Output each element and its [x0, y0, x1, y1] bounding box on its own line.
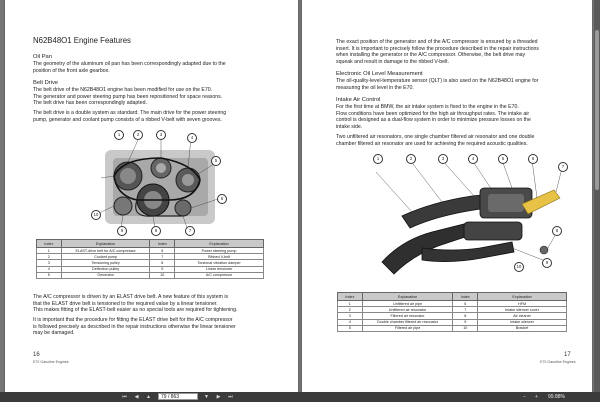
paragraph-line: The A/C compressor is driven by an ELAST drive belt. A new feature of this system is — [33, 294, 229, 300]
table-cell: 9 — [453, 319, 478, 325]
table-cell: 8 — [150, 260, 175, 266]
column-header: Explanation — [362, 293, 453, 301]
paragraph-line: The generator and power steering pump has been repositioned for space reasons. — [33, 93, 223, 100]
column-header: Index — [37, 240, 62, 248]
callout-8: 8 — [151, 226, 161, 236]
scrollbar-thumb[interactable] — [595, 30, 599, 190]
viewer-toolbar — [0, 392, 600, 402]
page-number-input[interactable]: 79 / 863 — [158, 393, 198, 400]
table-cell: A/C compressor — [175, 272, 264, 278]
page-title: N62B48O1 Engine Features — [33, 36, 131, 45]
callout-9: 9 — [542, 258, 552, 268]
paragraph-line: This makes fitting of the ELAST-belt easier as no special tools are required for tightening. — [33, 307, 238, 313]
table-cell: Intake silencer cover — [478, 307, 567, 313]
section-heading-oil-pan: Oil Pan — [33, 54, 53, 60]
table-cell: 7 — [150, 254, 175, 260]
table-cell: 8 — [453, 313, 478, 319]
table-cell: Ribbed V-belt — [175, 254, 264, 260]
paragraph-line: squeak and result in damage to the ribbed V-belt. — [336, 58, 450, 65]
table-cell: HFM — [478, 301, 567, 307]
callout-6: 6 — [528, 154, 538, 164]
table-cell: 4 — [37, 266, 62, 272]
table-cell: 3 — [37, 260, 62, 266]
callout-3: 3 — [156, 130, 166, 140]
paragraph-line: Flow conditions have been optimized for the high air throughput rates. The intake air — [336, 110, 530, 117]
zoom-in-icon[interactable]: + — [535, 394, 538, 400]
table-cell: 1 — [338, 301, 363, 307]
column-header: Explanation — [61, 240, 150, 248]
table-cell: Linear tensioner — [175, 266, 264, 272]
section-heading-oil-level: Electronic Oil Level Measurement — [336, 71, 423, 77]
callout-7: 7 — [558, 162, 568, 172]
callout-1: 1 — [373, 154, 383, 164]
table-cell: Air cleaner — [478, 313, 567, 319]
paragraph-line: The belt drive has been correspondingly adapted. — [33, 100, 147, 106]
table-cell: Tensioning pulley — [61, 260, 150, 266]
table-cell: Filtered air resonator — [362, 313, 453, 319]
page-up-icon[interactable]: ▲ — [146, 394, 151, 400]
table-cell: ELAST-drive belt for A/C compressor — [61, 248, 150, 254]
table-cell: Deflection pulley — [61, 266, 150, 272]
callout-5: 5 — [498, 154, 508, 164]
intake-index-table — [337, 292, 567, 332]
paragraph-line: when installing the generator or the A/C compressor. Otherwise, the belt drive may — [336, 52, 526, 58]
paragraph-line: chamber filtered air resonator are used for achieving the required acoustic qualities. — [336, 140, 528, 147]
table-cell: 10 — [150, 272, 175, 278]
section-heading-intake: Intake Air Control — [336, 97, 381, 103]
table-cell: Unfiltered air resonator — [362, 307, 453, 313]
paragraph-line: insert. It is important to precisely follow the procedure described in the repair instructions — [336, 45, 539, 52]
table-cell: Double chamber filtered air resonator — [362, 319, 453, 325]
paragraph-line: pump, generator and coolant pump consists of a ribbed V-belt with seven grooves. — [33, 116, 222, 123]
callout-7: 7 — [185, 226, 195, 236]
table-cell: Power steering pump — [175, 248, 264, 254]
paragraph-line: The geometry of the aluminum oil pan has been correspondingly adapted due to the — [33, 61, 226, 67]
callout-6: 6 — [217, 194, 227, 204]
column-header: Index — [453, 293, 478, 301]
table-cell: 10 — [453, 325, 478, 331]
table-row — [338, 325, 567, 331]
belt-drive-index-table — [36, 239, 264, 279]
table-cell: 4 — [338, 319, 363, 325]
paragraph-line: The oil-quality-level-temperature sensor (QLT) is also used on the N62B48O1 engine for — [336, 78, 539, 84]
page-number: 17 — [564, 352, 571, 358]
zoom-out-icon[interactable]: − — [523, 394, 526, 400]
paragraph-line: is followed precisely as described in the repair instructions otherwise the linear tensioner — [33, 323, 236, 330]
page-number: 16 — [33, 352, 40, 358]
paragraph-line: intake side. — [336, 123, 363, 130]
table-cell: 7 — [453, 307, 478, 313]
callout-9: 9 — [117, 226, 127, 236]
section-heading-belt-drive: Belt Drive — [33, 80, 59, 86]
table-cell: 5 — [37, 272, 62, 278]
callout-8: 8 — [552, 226, 562, 236]
page-17 — [302, 0, 592, 392]
table-cell: 6 — [150, 248, 175, 254]
page-down-icon[interactable]: ▼ — [204, 394, 209, 400]
page-footer: E70 Gasoline Engines — [33, 360, 69, 364]
paragraph-line: The belt drive of the N62B48O1 engine has been modified for use on the E70. — [33, 87, 213, 93]
intake-system-illustration — [362, 152, 572, 290]
zoom-level[interactable]: 99.88% — [548, 394, 565, 400]
paragraph-line: Two unfiltered air resonators, one single chamber filtered air resonator and one double — [336, 134, 535, 140]
callout-3: 3 — [438, 154, 448, 164]
table-cell: Generator — [61, 272, 150, 278]
column-header: Index — [150, 240, 175, 248]
column-header: Index — [338, 293, 363, 301]
table-cell: 6 — [453, 301, 478, 307]
table-header-row — [37, 240, 264, 248]
callout-10: 10 — [91, 210, 101, 220]
belt-drive-illustration — [83, 128, 233, 234]
callout-10: 10 — [514, 262, 524, 272]
column-header: Explanation — [478, 293, 567, 301]
callout-5: 5 — [211, 156, 221, 166]
next-page-icon[interactable]: ▶ — [216, 394, 221, 400]
table-cell: 3 — [338, 313, 363, 319]
paragraph-line: The belt drive is a double system as standard. The main drive for the power steering — [33, 110, 227, 116]
callout-4: 4 — [187, 133, 197, 143]
table-cell: Torsional vibration damper — [175, 260, 264, 266]
paragraph-line: position of the front axle gearbox. — [33, 67, 110, 74]
paragraph-line: control is designed as a dual-flow system in order to minimize pressure losses on the — [336, 117, 531, 123]
paragraph-line: It is important that the procedure for fitting the ELAST drive belt for the A/C compressor — [33, 317, 233, 323]
table-cell: Intake silencer — [478, 319, 567, 325]
paragraph-line: measuring the oil level in the E70. — [336, 84, 414, 91]
table-cell: Coolant pump — [61, 254, 150, 260]
last-page-icon[interactable]: ⏭ — [228, 394, 233, 400]
callout-2: 2 — [406, 154, 416, 164]
table-cell: Bracket — [478, 325, 567, 331]
page-16 — [5, 0, 298, 392]
vertical-scrollbar[interactable] — [594, 0, 600, 392]
previous-page-icon[interactable]: ◀ — [134, 394, 139, 400]
table-cell: Filtered air pipe — [362, 325, 453, 331]
callout-4: 4 — [468, 154, 478, 164]
first-page-icon[interactable]: ⏮ — [122, 394, 127, 400]
table-cell: 1 — [37, 248, 62, 254]
paragraph-line: that the ELAST drive belt is tensioned to the required value by a linear tensioner. — [33, 300, 218, 307]
table-cell: 5 — [338, 325, 363, 331]
paragraph-line: may be damaged. — [33, 330, 75, 336]
callout-2: 2 — [133, 130, 143, 140]
table-cell: 2 — [338, 307, 363, 313]
paragraph-line: For the first time at BMW, the air intake system is fixed to the engine in the E70. — [336, 104, 519, 110]
callout-1: 1 — [114, 130, 124, 140]
paragraph-line: The exact position of the generator and of the A/C compressor is ensured by a threaded — [336, 39, 538, 45]
page-footer: E70 Gasoline Engines — [540, 360, 576, 364]
table-cell: 9 — [150, 266, 175, 272]
table-header-row — [338, 293, 567, 301]
table-cell: 2 — [37, 254, 62, 260]
column-header: Explanation — [175, 240, 264, 248]
table-row — [37, 272, 264, 278]
table-cell: Unfiltered air pipe — [362, 301, 453, 307]
